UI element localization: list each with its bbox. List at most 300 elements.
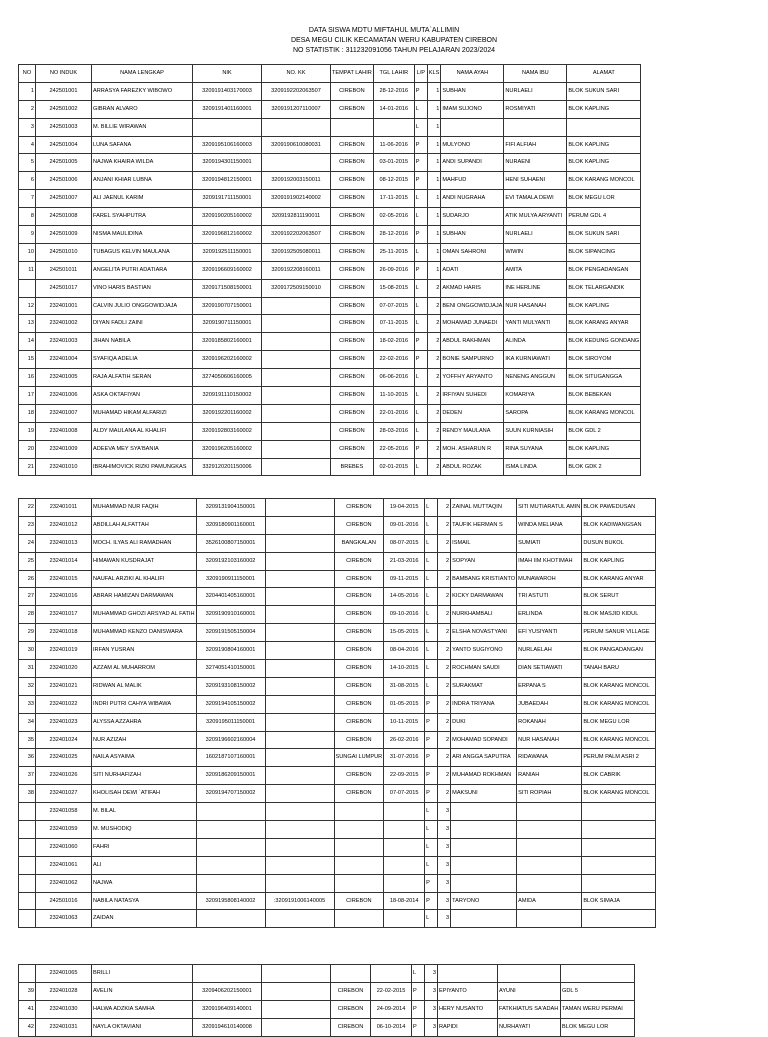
cell-jenis-kelamin: L — [425, 803, 438, 821]
cell-alamat: BLOK SIPANCING — [567, 243, 641, 261]
cell-kelas: 2 — [427, 279, 441, 297]
cell-no-kk — [265, 767, 334, 785]
cell-no-induk: 232401061 — [36, 856, 92, 874]
cell-nama-ibu: NURHAYATI — [498, 1018, 561, 1036]
cell-no: 16 — [19, 369, 36, 387]
header-location: DESA MEGU CILIK KECAMATAN WERU KABUPATEN CIREBON — [290, 37, 497, 44]
cell-nama-ayah: SURAKMAT — [451, 677, 517, 695]
cell-jenis-kelamin: L — [425, 660, 438, 678]
cell-no: 4 — [19, 136, 36, 154]
cell-no-kk — [265, 856, 334, 874]
cell-tgl-lahir — [384, 910, 425, 928]
cell-nama-ibu: ALINDA — [504, 333, 567, 351]
cell-no: 25 — [19, 552, 36, 570]
cell-no: 23 — [19, 516, 36, 534]
cell-tempat-lahir: CIREBON — [331, 172, 374, 190]
cell-no-induk: 232401024 — [36, 731, 92, 749]
cell-tgl-lahir — [384, 803, 425, 821]
cell-nik: 3526100807150001 — [196, 534, 265, 552]
cell-alamat: BLOK KARANG MONCOL — [582, 731, 656, 749]
cell-nama-ibu: WIWIN — [504, 243, 567, 261]
cell-nama-ayah — [451, 856, 517, 874]
cell-tgl-lahir: 09-10-2016 — [384, 606, 425, 624]
table-row — [19, 315, 641, 333]
cell-nama-ibu: NENENG ANGGUN — [504, 369, 567, 387]
cell-nama-ayah: INDRA TRIYANA — [451, 695, 517, 713]
cell-no-kk: 3209191902140002 — [262, 190, 331, 208]
table-row — [19, 261, 641, 279]
cell-kelas: 1 — [427, 190, 441, 208]
cell-kelas: 1 — [427, 208, 441, 226]
cell-kelas: 3 — [425, 1000, 438, 1018]
cell-tempat-lahir: CIREBON — [334, 499, 384, 517]
cell-no: 27 — [19, 588, 36, 606]
cell-no-induk: 232401015 — [36, 570, 92, 588]
cell-jenis-kelamin: L — [425, 499, 438, 517]
cell-jenis-kelamin: L — [425, 677, 438, 695]
cell-tgl-lahir — [373, 118, 414, 136]
cell-nik: 3209195808140002 — [196, 892, 265, 910]
cell-tgl-lahir: 22-02-2016 — [373, 351, 414, 369]
cell-tempat-lahir: CIREBON — [331, 404, 374, 422]
cell-no — [19, 838, 36, 856]
column-header-no: NO — [19, 65, 36, 83]
cell-nik: 3209196609160002 — [193, 261, 262, 279]
cell-no-kk — [265, 499, 334, 517]
cell-nama-ibu — [517, 910, 582, 928]
cell-nama-ibu: RIDAWANA — [517, 749, 582, 767]
cell-nik: 3209406202150001 — [193, 982, 262, 1000]
table-row — [19, 856, 656, 874]
cell-jenis-kelamin: L — [425, 534, 438, 552]
cell-no-induk: 232401012 — [36, 516, 92, 534]
cell-nik: 3209190910160001 — [196, 606, 265, 624]
cell-tgl-lahir: 01-05-2015 — [384, 695, 425, 713]
cell-nik: 3209195106160003 — [193, 136, 262, 154]
cell-no: 39 — [19, 982, 36, 1000]
cell-tempat-lahir — [334, 910, 384, 928]
cell-kelas: 3 — [425, 1018, 438, 1036]
cell-no-kk — [265, 838, 334, 856]
cell-tempat-lahir: CIREBON — [331, 100, 374, 118]
table-row — [19, 624, 656, 642]
cell-tempat-lahir: BREBES — [331, 458, 374, 476]
cell-no — [19, 910, 36, 928]
cell-no-kk — [265, 570, 334, 588]
cell-nama-lengkap: NAJWA — [92, 874, 197, 892]
cell-kelas: 2 — [438, 695, 451, 713]
cell-nik: 3209194812150001 — [193, 172, 262, 190]
cell-alamat: GDL 5 — [561, 982, 635, 1000]
cell-jenis-kelamin: L — [425, 570, 438, 588]
cell-tempat-lahir: CIREBON — [334, 892, 384, 910]
cell-kelas: 1 — [427, 261, 441, 279]
cell-no-kk — [262, 297, 331, 315]
cell-nama-lengkap: ABDILLAH ALFATTAH — [92, 516, 197, 534]
cell-no-induk: 232401021 — [36, 677, 92, 695]
cell-nama-ayah: ANDI SUPANDI — [441, 154, 504, 172]
cell-alamat: BLOK KAPLING — [567, 440, 641, 458]
cell-kelas: 2 — [438, 499, 451, 517]
cell-alamat: BLOK KAPLING — [567, 154, 641, 172]
table-row — [19, 422, 641, 440]
table-row — [19, 892, 656, 910]
cell-no-induk: 232401022 — [36, 695, 92, 713]
cell-jenis-kelamin: L — [412, 965, 425, 983]
student-table-part-1 — [18, 64, 641, 476]
cell-no-induk: 232401013 — [36, 534, 92, 552]
cell-nik: 3209190711150001 — [193, 315, 262, 333]
cell-no-kk — [262, 154, 331, 172]
cell-kelas: 1 — [427, 136, 441, 154]
cell-no-induk: 232401058 — [36, 803, 92, 821]
cell-alamat: BLOK KAPLING — [567, 136, 641, 154]
cell-no — [19, 279, 36, 297]
cell-no-induk: 242501002 — [36, 100, 92, 118]
cell-no — [19, 803, 36, 821]
cell-nama-ayah: EPIYANTO — [438, 982, 498, 1000]
cell-alamat: BLOK TELARGANDIK — [567, 279, 641, 297]
cell-no-induk: 232401059 — [36, 821, 92, 839]
cell-tempat-lahir: CIREBON — [334, 624, 384, 642]
cell-tgl-lahir — [384, 856, 425, 874]
cell-tgl-lahir: 02-01-2015 — [373, 458, 414, 476]
cell-no-induk: 232401030 — [36, 1000, 92, 1018]
cell-tempat-lahir: CIREBON — [331, 1000, 371, 1018]
cell-tempat-lahir: CIREBON — [331, 333, 374, 351]
cell-alamat: BLOK SUKUN SARI — [567, 82, 641, 100]
cell-nik — [196, 874, 265, 892]
cell-tempat-lahir: CIREBON — [331, 422, 374, 440]
cell-nama-ibu: SUMIATI — [517, 534, 582, 552]
cell-jenis-kelamin: P — [425, 713, 438, 731]
cell-no-kk — [265, 606, 334, 624]
cell-alamat: BLOK GDK 2 — [567, 458, 641, 476]
cell-no — [19, 874, 36, 892]
cell-tempat-lahir — [334, 803, 384, 821]
cell-no-kk — [265, 624, 334, 642]
cell-nama-lengkap: ARRASYA FAREZKY WIBOWO — [92, 82, 193, 100]
cell-nama-lengkap: RAJA ALFATIH SERAN — [92, 369, 193, 387]
cell-jenis-kelamin: L — [425, 838, 438, 856]
cell-no: 28 — [19, 606, 36, 624]
table-row — [19, 351, 641, 369]
cell-nik: 3204401405160001 — [196, 588, 265, 606]
table-row — [19, 154, 641, 172]
cell-alamat — [567, 118, 641, 136]
cell-no: 35 — [19, 731, 36, 749]
cell-nama-ibu: FIFI ALFIAH — [504, 136, 567, 154]
cell-alamat: DUSUN BUKOL — [582, 534, 656, 552]
cell-nama-ibu: WINDA MELIANA — [517, 516, 582, 534]
cell-nama-ibu: AMITA — [504, 261, 567, 279]
cell-alamat: BLOK KADIWANGSAN — [582, 516, 656, 534]
table-row — [19, 387, 641, 405]
cell-kelas: 2 — [438, 588, 451, 606]
cell-no-kk — [265, 695, 334, 713]
cell-jenis-kelamin: L — [414, 100, 427, 118]
cell-jenis-kelamin: P — [425, 695, 438, 713]
cell-nama-lengkap: DIYAN FADLI ZAINI — [92, 315, 193, 333]
cell-alamat: BLOK KARANG MONCOL — [582, 785, 656, 803]
cell-nama-ayah: IMAM SUJONO — [441, 100, 504, 118]
cell-nama-ayah: ISMAIL — [451, 534, 517, 552]
cell-nama-ibu: ROKANAH — [517, 713, 582, 731]
cell-alamat: BLOK BEBEKAN — [567, 387, 641, 405]
cell-nik: 3209185802160001 — [193, 333, 262, 351]
cell-tgl-lahir: 14-05-2016 — [384, 588, 425, 606]
cell-kelas: 2 — [438, 677, 451, 695]
cell-nama-ibu: ATIK MULYA ARYANTI — [504, 208, 567, 226]
cell-tempat-lahir — [331, 965, 371, 983]
cell-no: 24 — [19, 534, 36, 552]
cell-alamat: BLOK SUKUN SARI — [567, 226, 641, 244]
cell-nama-lengkap: AVELIN — [92, 982, 193, 1000]
cell-nik — [193, 118, 262, 136]
cell-jenis-kelamin: L — [414, 279, 427, 297]
cell-tempat-lahir: CIREBON — [331, 208, 374, 226]
cell-tgl-lahir: 28-03-2016 — [373, 422, 414, 440]
cell-alamat: BLOK MEGU LOR — [561, 1018, 635, 1036]
cell-nik — [196, 803, 265, 821]
cell-kelas: 2 — [427, 422, 441, 440]
cell-no: 18 — [19, 404, 36, 422]
cell-kelas: 1 — [427, 243, 441, 261]
cell-no: 15 — [19, 351, 36, 369]
cell-alamat: TANAH BARU — [582, 660, 656, 678]
cell-nik: 3209194610140008 — [193, 1018, 262, 1036]
cell-no-kk: 3209192811190011 — [262, 208, 331, 226]
cell-kelas: 2 — [427, 333, 441, 351]
cell-nama-lengkap: M. MUSHODIQ — [92, 821, 197, 839]
cell-nama-ibu: IMAH IIM KHOTIMAH — [517, 552, 582, 570]
cell-no-kk — [265, 749, 334, 767]
cell-kelas: 3 — [438, 874, 451, 892]
cell-tgl-lahir: 02-05-2016 — [373, 208, 414, 226]
cell-no: 41 — [19, 1000, 36, 1018]
cell-nama-lengkap: MUHAMMAD GHOZI ARSYAD AL FATIH — [92, 606, 197, 624]
cell-nama-ibu: AMIDA — [517, 892, 582, 910]
cell-nama-ayah — [451, 821, 517, 839]
table-row — [19, 499, 656, 517]
cell-tempat-lahir: CIREBON — [331, 279, 374, 297]
cell-kelas: 1 — [427, 226, 441, 244]
cell-nik: 3209195011150001 — [196, 713, 265, 731]
cell-nama-ibu: YANTI MULYANTI — [504, 315, 567, 333]
cell-alamat: BLOK MEGU LOR — [582, 713, 656, 731]
cell-kelas: 3 — [438, 838, 451, 856]
cell-jenis-kelamin: P — [414, 226, 427, 244]
cell-nama-ayah: ARI ANGGA SAPUTRA — [451, 749, 517, 767]
cell-jenis-kelamin: P — [414, 351, 427, 369]
cell-tempat-lahir — [334, 821, 384, 839]
cell-kelas: 2 — [427, 404, 441, 422]
cell-nama-ibu: MUNAWAROH — [517, 570, 582, 588]
cell-tempat-lahir: CIREBON — [331, 136, 374, 154]
cell-alamat: BLOK KAPLING — [582, 552, 656, 570]
cell-jenis-kelamin: L — [414, 297, 427, 315]
cell-nama-ayah — [451, 803, 517, 821]
cell-nama-lengkap: NUR AZIZAH — [92, 731, 197, 749]
cell-jenis-kelamin: P — [425, 892, 438, 910]
cell-nama-ayah — [438, 965, 498, 983]
table-row — [19, 821, 656, 839]
cell-nama-lengkap: FAHRI — [92, 838, 197, 856]
cell-nama-ayah: OMAN SAHRONI — [441, 243, 504, 261]
cell-tgl-lahir: 17-11-2015 — [373, 190, 414, 208]
cell-nik: 3209190205160002 — [193, 208, 262, 226]
table-header-row — [19, 65, 641, 83]
cell-tgl-lahir: 28-12-2016 — [373, 226, 414, 244]
cell-tempat-lahir: CIREBON — [331, 982, 371, 1000]
cell-no-kk — [265, 660, 334, 678]
cell-tempat-lahir: CIREBON — [334, 695, 384, 713]
table-row — [19, 172, 641, 190]
cell-alamat: PERUM PALM ASRI 2 — [582, 749, 656, 767]
cell-no-induk: 232401016 — [36, 588, 92, 606]
cell-tgl-lahir: 24-09-2014 — [371, 1000, 412, 1018]
cell-kelas: 2 — [427, 297, 441, 315]
cell-nik: 3209194105150002 — [196, 695, 265, 713]
cell-no: 30 — [19, 642, 36, 660]
cell-no-kk — [262, 458, 331, 476]
cell-nama-lengkap: ALYSSA AZZAHRA — [92, 713, 197, 731]
cell-nama-lengkap: HIMAWAN KUSDRAJAT — [92, 552, 197, 570]
cell-tgl-lahir: 26-02-2016 — [384, 731, 425, 749]
cell-nama-ayah: YANTO SUGIYONO — [451, 642, 517, 660]
cell-jenis-kelamin: P — [414, 440, 427, 458]
cell-alamat: PERUM GDL 4 — [567, 208, 641, 226]
cell-kelas: 2 — [438, 606, 451, 624]
cell-nik: 3209196409140001 — [193, 1000, 262, 1018]
cell-tgl-lahir: 22-09-2015 — [384, 767, 425, 785]
cell-no-induk: 232401019 — [36, 642, 92, 660]
cell-no: 5 — [19, 154, 36, 172]
cell-kelas: 3 — [438, 910, 451, 928]
cell-no-kk — [265, 874, 334, 892]
cell-nama-lengkap: NAILA ASYAIMA — [92, 749, 197, 767]
cell-tgl-lahir: 10-11-2015 — [384, 713, 425, 731]
cell-nik: 3274050606160005 — [193, 369, 262, 387]
cell-no-induk: 232401005 — [36, 369, 92, 387]
cell-nik — [193, 965, 262, 983]
cell-nama-ibu — [504, 118, 567, 136]
cell-jenis-kelamin: P — [414, 261, 427, 279]
cell-nama-ayah: BONIE SAMPURNO — [441, 351, 504, 369]
cell-nik: 3209192201160002 — [193, 404, 262, 422]
cell-no-kk — [265, 677, 334, 695]
cell-alamat: BLOK SIROYOM — [567, 351, 641, 369]
cell-tempat-lahir: BANGKALAN — [334, 534, 384, 552]
cell-tgl-lahir: 08-12-2015 — [373, 172, 414, 190]
cell-nama-ayah: BAMBANG KRISTIANTO — [451, 570, 517, 588]
cell-no-induk: 232401014 — [36, 552, 92, 570]
cell-alamat: BLOK KARANG MONCOL — [567, 404, 641, 422]
cell-tempat-lahir: CIREBON — [334, 552, 384, 570]
cell-nama-lengkap: M. BILLIE WIRAWAN — [92, 118, 193, 136]
cell-tgl-lahir: 22-05-2016 — [373, 440, 414, 458]
cell-no: 32 — [19, 677, 36, 695]
cell-nik: 3209190707150001 — [193, 297, 262, 315]
cell-no: 10 — [19, 243, 36, 261]
cell-no-kk: 3209192003150011 — [262, 172, 331, 190]
cell-nama-ayah: MAHFUD — [441, 172, 504, 190]
cell-nama-lengkap: ALI — [92, 856, 197, 874]
cell-no-kk — [262, 982, 331, 1000]
cell-no: 36 — [19, 749, 36, 767]
cell-tempat-lahir: CIREBON — [331, 226, 374, 244]
cell-kelas: 3 — [438, 892, 451, 910]
cell-no-induk: 232401031 — [36, 1018, 92, 1036]
cell-jenis-kelamin: L — [414, 404, 427, 422]
cell-no-induk: 242501007 — [36, 190, 92, 208]
cell-nama-lengkap: NAUFAL ARZIKI AL KHALIFI — [92, 570, 197, 588]
cell-no-induk: 232401008 — [36, 422, 92, 440]
column-header-nama-ayah: NAMA AYAH — [441, 65, 504, 83]
cell-kelas: 2 — [427, 458, 441, 476]
cell-no-kk — [265, 821, 334, 839]
cell-kelas: 2 — [438, 552, 451, 570]
cell-kelas: 2 — [438, 534, 451, 552]
cell-tgl-lahir: 08-07-2015 — [384, 534, 425, 552]
cell-no: 11 — [19, 261, 36, 279]
column-header-no-induk: NO INDUK — [36, 65, 92, 83]
cell-tempat-lahir: CIREBON — [331, 261, 374, 279]
cell-tgl-lahir: 06-06-2016 — [373, 369, 414, 387]
cell-nama-ayah: ELSHA NOVASTYANI — [451, 624, 517, 642]
cell-nama-lengkap: NABILA NATASYA — [92, 892, 197, 910]
cell-no-induk: 242501010 — [36, 243, 92, 261]
cell-kelas: 1 — [427, 100, 441, 118]
table-row — [19, 838, 656, 856]
cell-nama-ibu — [517, 856, 582, 874]
cell-nik: 3209196205160002 — [193, 440, 262, 458]
cell-tempat-lahir: CIREBON — [331, 440, 374, 458]
cell-jenis-kelamin: P — [414, 82, 427, 100]
cell-no-induk: 242501005 — [36, 154, 92, 172]
cell-no-induk: 232401026 — [36, 767, 92, 785]
cell-tgl-lahir: 25-11-2015 — [373, 243, 414, 261]
cell-nama-lengkap: ANJANI KHIAR LUBNA — [92, 172, 193, 190]
cell-nama-lengkap: MUHAMMAD NUR FAQIH — [92, 499, 197, 517]
cell-no-induk: 232401001 — [36, 297, 92, 315]
cell-alamat — [561, 965, 635, 983]
cell-nama-ayah: MUHAMAD ROKHMAN — [451, 767, 517, 785]
cell-no — [19, 892, 36, 910]
cell-no-kk — [265, 552, 334, 570]
cell-nama-lengkap: ADEEVA MEY SYA'BANIA — [92, 440, 193, 458]
cell-no-induk: 232401063 — [36, 910, 92, 928]
cell-no: 12 — [19, 297, 36, 315]
cell-alamat — [582, 856, 656, 874]
cell-kelas: 2 — [438, 570, 451, 588]
cell-no-kk — [265, 803, 334, 821]
cell-jenis-kelamin: P — [425, 785, 438, 803]
cell-nik: 3209190911150001 — [196, 570, 265, 588]
cell-tgl-lahir — [384, 821, 425, 839]
cell-jenis-kelamin: L — [414, 315, 427, 333]
cell-nama-lengkap: ALI JAENUL KARIM — [92, 190, 193, 208]
cell-nama-ayah: TARYONO — [451, 892, 517, 910]
cell-kelas: 2 — [427, 351, 441, 369]
cell-no-induk: 232401023 — [36, 713, 92, 731]
cell-nama-ibu: SITI MUTIARATUL AMIN — [517, 499, 582, 517]
cell-tgl-lahir: 22-02-2015 — [371, 982, 412, 1000]
table-row — [19, 279, 641, 297]
cell-nik: 3209186209150001 — [196, 767, 265, 785]
cell-nama-ibu: RINA SUYANA — [504, 440, 567, 458]
table-row — [19, 516, 656, 534]
